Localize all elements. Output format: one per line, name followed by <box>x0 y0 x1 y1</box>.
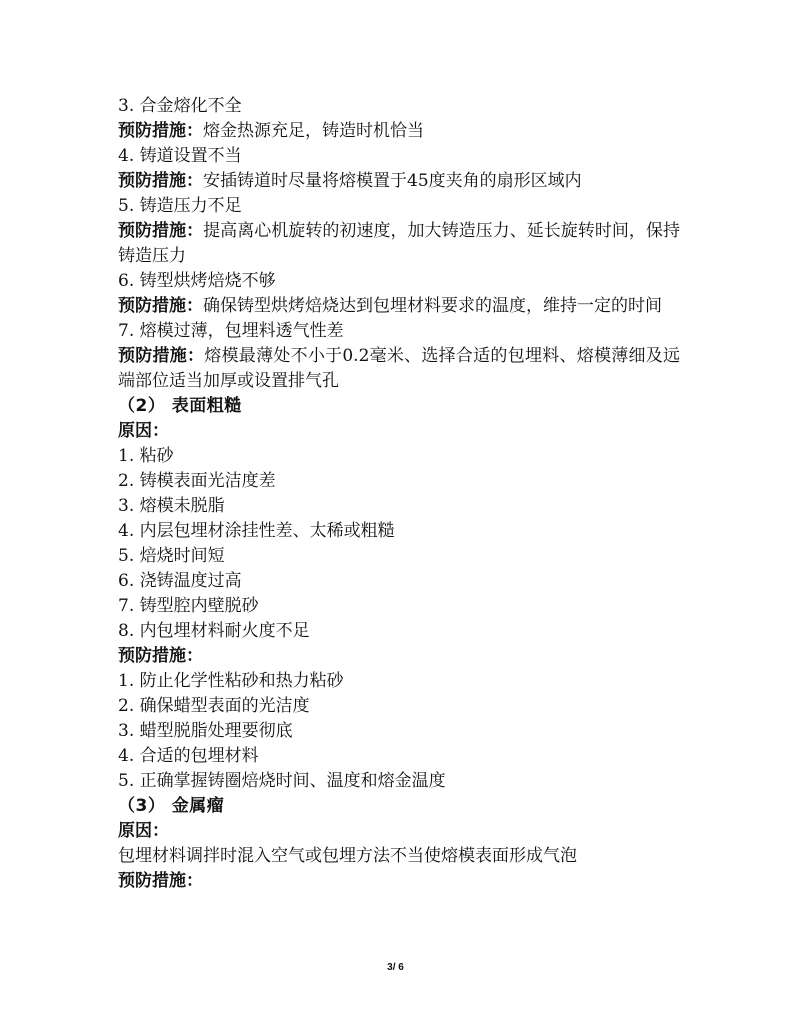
page-number: 3/ 6 <box>387 962 404 973</box>
prevention-5 <box>118 219 680 269</box>
prevention-text: 熔模最薄处不小于0.2毫米、选择合适的包埋料、熔模薄细及远端部位适当加厚或设置排气孔 <box>118 346 681 391</box>
document-body <box>118 94 680 894</box>
cause-label: 原因： <box>118 421 169 441</box>
prevention-label: 预防措施： <box>118 346 205 366</box>
measure-item: 4. 合适的包埋材料 <box>118 746 259 766</box>
cause-item: 8. 内包埋材料耐火度不足 <box>118 621 310 641</box>
item-7: 7. 熔模过薄，包埋料透气性差 <box>118 321 344 341</box>
prevention-label: 预防措施： <box>118 171 203 191</box>
prevention-label: 预防措施： <box>118 871 203 891</box>
prevention-label: 预防措施： <box>118 121 203 141</box>
cause-item: 2. 铸模表面光洁度差 <box>118 471 276 491</box>
prevention-text: 安插铸道时尽量将熔模置于45度夹角的扇形区域内 <box>203 171 582 191</box>
prevention-text: 提高离心机旋转的初速度，加大铸造压力、延长旋转时间，保持铸造压力 <box>118 221 680 266</box>
item-4: 4. 铸道设置不当 <box>118 146 242 166</box>
prevention-label: 预防措施： <box>118 221 204 241</box>
measure-item: 1. 防止化学性粘砂和热力粘砂 <box>118 671 344 691</box>
prevention-4 <box>118 169 680 194</box>
section-heading-surface-roughness: （2） 表面粗糙 <box>118 396 242 416</box>
section-heading-metal-nodule: （3） 金属瘤 <box>118 796 225 816</box>
measure-item: 5. 正确掌握铸圈焙烧时间、温度和熔金温度 <box>118 771 446 791</box>
measure-item: 2. 确保蜡型表面的光洁度 <box>118 696 310 716</box>
item-3: 3. 合金熔化不全 <box>118 96 242 116</box>
cause-item: 4. 内层包埋材涂挂性差、太稀或粗糙 <box>118 521 395 541</box>
cause-item: 5. 焙烧时间短 <box>118 546 225 566</box>
cause-item: 3. 熔模未脱脂 <box>118 496 225 516</box>
measure-item: 3. 蜡型脱脂处理要彻底 <box>118 721 293 741</box>
item-5: 5. 铸造压力不足 <box>118 196 242 216</box>
prevention-label: 预防措施： <box>118 646 203 666</box>
cause-item: 1. 粘砂 <box>118 446 174 466</box>
prevention-label: 预防措施： <box>118 296 203 316</box>
cause-item: 6. 浇铸温度过高 <box>118 571 242 591</box>
prevention-7 <box>118 344 680 394</box>
prevention-6 <box>118 294 680 319</box>
prevention-text: 确保铸型烘烤焙烧达到包埋材料要求的温度，维持一定的时间 <box>203 296 662 316</box>
item-6: 6. 铸型烘烤焙烧不够 <box>118 271 276 291</box>
cause-text: 包埋材料调拌时混入空气或包埋方法不当使熔模表面形成气泡 <box>118 846 577 866</box>
prevention-text: 熔金热源充足，铸造时机恰当 <box>203 121 424 141</box>
prevention-3 <box>118 119 680 144</box>
cause-label: 原因： <box>118 821 169 841</box>
cause-item: 7. 铸型腔内壁脱砂 <box>118 596 259 616</box>
